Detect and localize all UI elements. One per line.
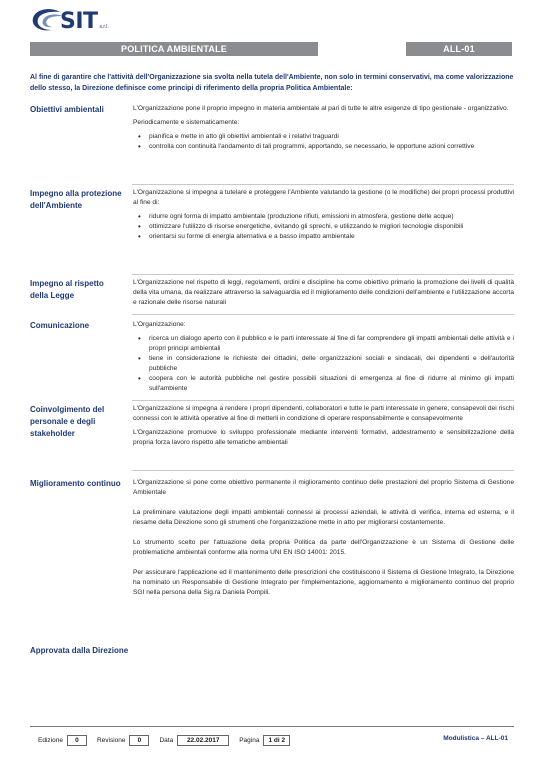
section-body [133,478,514,602]
date-label: Data [159,736,174,744]
approval-label: Approvata dalla Direzione [30,646,129,655]
list-item: • tiene in considerazione le richieste dei cittadini, delle organizzazioni sociali e sindacali, dei dipendenti e dell'autorità pubbliche [133,354,514,374]
document-title-bar [30,42,318,56]
section-title: Comunicazione [30,321,90,330]
section-title: Impegno alla protezione dell'Ambiente [30,189,122,210]
section-title: Coinvolgimento del personale e degli stakeholder [30,405,105,438]
logo-swoosh-icon [30,8,64,34]
document-code-bar [406,42,512,56]
section-body [133,320,514,398]
paragraph: L'Organizzazione si impegna a tutelare e proteggere l'Ambiente valutando la gestione (o le modifiche) dei propri processi produttivi al fine di: [133,189,514,206]
list-item: • coopera con le autorità pubbliche nel gestire possibili situazioni di emergenza al fine di ridurre al minimo gli impatti sull'ambiente [133,374,514,394]
divider [132,184,514,185]
intro-text: Al fine di garantire che l'attività dell'Organizzazione sia svolta nella tutela dell'Ambiente, non solo in termini conservativi, ma come valorizzazione dello stesso, la Direzione definisce come principi di riferimento della propria Politica Ambientale: [30,74,514,92]
document-code: ALL-01 [443,44,475,54]
document-footer [38,734,508,746]
divider [132,470,514,471]
paragraph: Lo strumento scelto per l'attuazione della propria Politica da parte dell'Organizzazione è un Sistema di Gestione delle problematiche ambientali conforme alla norma UNI EN ISO 14001: 2015. [133,539,514,556]
page-label: Pagina [239,736,260,744]
divider [132,274,514,275]
list-item: • ricerca un dialogo aperto con il pubblico e le parti interessate al fine di far comprendere gli impatti ambientali delle attività e i propri principi ambientali [133,334,514,354]
edition-label: Edizione [38,736,63,744]
section-body [133,404,514,452]
divider [132,314,514,315]
bullet-list [133,132,514,152]
section-title: Miglioramento continuo [30,479,121,488]
bullet-list [133,334,514,394]
section-body [133,188,514,246]
section-body [133,278,514,312]
section-title: Impegno al rispetto della Legge [30,279,104,300]
paragraph: L'Organizzazione pone il proprio impegno in materia ambientale al pari di tutte le altre esigenze di tipo gestionale - organizzativo. [133,105,509,112]
logo-brand: SIT [60,9,98,34]
paragraph: Per assicurare l'applicazione ed il mantenimento delle prescrizioni che costituiscono il Sistema di Gestione Integrato, la Direzione ha nominato un Responsabile di Gestione Integrato per l'implementazione, aggiornamento e miglioramento continuo del proprio SGI nella persona della Sig.ra Daniela Pompili. [133,569,514,596]
paragraph: L'Organizzazione si impegna a rendere i propri dipendenti, collaboratori e tutte le parti interessate in genere, consapevoli dei rischi connessi con le attività operative al fine di metterli in condizione di operare responsabilmente e consapevolmente [133,405,514,422]
bullet-list [133,212,514,242]
paragraph: La preliminare valutazione degli impatti ambientali connessi ai processi aziendali, le attività di verifica, interna ed esterna, e il riesame della Direzione sono gli strumenti che l'organizzazione mette in atto per migliorarsi costantemente. [133,509,514,526]
document-title: POLITICA AMBIENTALE [121,44,227,54]
list-item: • pianifica e mette in atto gli obiettivi ambientali e i relativi traguardi [133,132,514,142]
form-code: Modulistica – ALL-01 [443,735,508,742]
divider [132,400,514,401]
paragraph: L'Organizzazione si pone come obiettivo permanente il miglioramento continuo delle prestazioni del proprio Sistema di Gestione Ambientale [133,479,514,496]
list-item: • orientarsi su forme di energia alternativa e a basso impatto ambientale [133,232,514,242]
revision-label: Revisione [96,736,126,744]
section-title: Obiettivi ambientali [30,105,104,114]
list-item: • ottimizzare l'utilizzo di risorse energetiche, evitando gli sprechi, e utilizzando le migliori tecnologie disponibili [133,222,514,232]
section-body [133,104,514,156]
edition-value: 0 [67,735,87,746]
list-item: • ridurre ogni forma di impatto ambientale (produzione rifiuti, emissioni in atmosfera, gestione delle acque) [133,212,514,222]
paragraph: L'Organizzazione promuove lo sviluppo professionale mediante interventi formativi, addestramento e sensibilizzazione della propria forza lavoro rispetto alle tematiche ambientali [133,429,514,446]
paragraph: L'Organizzazione: [133,321,186,328]
paragraph: L'Organizzazione nel rispetto di leggi, regolamenti, ordini e discipline ha come obiettivo primario la promozione dei livelli di qualità della vita umana, da realizzare attraverso la salvaguardia ed il miglioramento delle condizioni dell'ambiente e l'utilizzazione accorta e razionale delle risorse naturali [133,279,514,306]
company-logo [30,6,109,34]
page-value: 1 di 2 [263,735,290,746]
footer-divider [30,726,514,727]
revision-value: 0 [129,735,149,746]
date-value: 22.02.2017 [177,735,229,746]
paragraph: Periodicamente e sistematicamente: [133,119,240,126]
logo-suffix: s.r.l. [99,24,109,30]
list-item: • controlla con continuità l'andamento di tali programmi, apportando, se necessario, le opportune azioni correttive [133,142,514,152]
